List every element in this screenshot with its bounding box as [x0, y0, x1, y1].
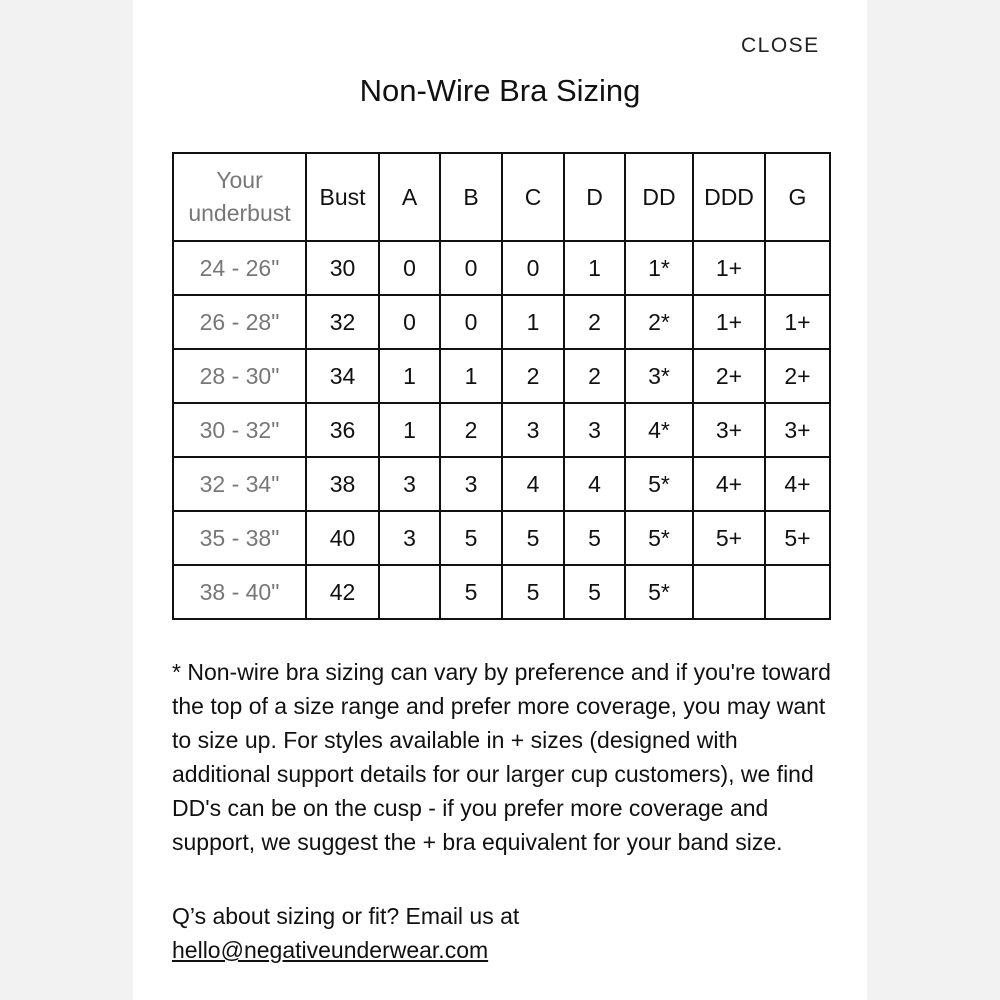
size-cell: 5 — [502, 565, 564, 619]
size-cell: 3 — [379, 511, 440, 565]
size-cell: 1 — [564, 241, 625, 295]
size-cell: 1 — [440, 349, 502, 403]
size-cell — [765, 565, 830, 619]
underbust-cell: 32 - 34" — [173, 457, 306, 511]
size-cell: 4 — [564, 457, 625, 511]
underbust-cell: 38 - 40" — [173, 565, 306, 619]
bust-cell: 40 — [306, 511, 379, 565]
size-cell: 5* — [625, 457, 693, 511]
size-cell: 2* — [625, 295, 693, 349]
header-cup-dd: DD — [625, 153, 693, 241]
bust-cell: 32 — [306, 295, 379, 349]
size-cell: 1+ — [765, 295, 830, 349]
table-row — [173, 295, 830, 349]
header-cup-g: G — [765, 153, 830, 241]
size-cell: 2+ — [693, 349, 765, 403]
size-cell: 2+ — [765, 349, 830, 403]
size-cell: 1+ — [693, 241, 765, 295]
size-cell: 5 — [502, 511, 564, 565]
size-cell: 4* — [625, 403, 693, 457]
bust-cell: 38 — [306, 457, 379, 511]
table-row — [173, 511, 830, 565]
size-cell: 2 — [502, 349, 564, 403]
table-row — [173, 403, 830, 457]
size-cell: 1 — [379, 403, 440, 457]
header-cup-c: C — [502, 153, 564, 241]
size-cell: 0 — [379, 241, 440, 295]
bust-cell: 36 — [306, 403, 379, 457]
underbust-cell: 30 - 32" — [173, 403, 306, 457]
size-cell: 0 — [440, 241, 502, 295]
close-button[interactable]: CLOSE — [741, 34, 820, 57]
size-cell: 1+ — [693, 295, 765, 349]
underbust-cell: 35 - 38" — [173, 511, 306, 565]
size-cell: 4 — [502, 457, 564, 511]
size-cell: 5 — [440, 511, 502, 565]
size-cell: 3* — [625, 349, 693, 403]
size-cell: 4+ — [765, 457, 830, 511]
size-cell: 0 — [440, 295, 502, 349]
size-cell: 5+ — [693, 511, 765, 565]
sizing-note: * Non-wire bra sizing can vary by preference and if you're toward the top of a size range and prefer more coverage, you may want to size up. For styles available in + sizes (designed with additional support details for our larger cup customers), we find DD's can be on the cusp - if you prefer more coverage and support, we suggest the + bra equivalent for your band size. — [172, 659, 831, 855]
size-cell: 5 — [564, 565, 625, 619]
header-bust: Bust — [306, 153, 379, 241]
bust-cell: 30 — [306, 241, 379, 295]
header-underbust-line2: underbust — [188, 200, 291, 226]
size-cell: 5* — [625, 565, 693, 619]
table-row — [173, 349, 830, 403]
size-cell: 2 — [564, 295, 625, 349]
underbust-cell: 26 - 28" — [173, 295, 306, 349]
size-cell: 3+ — [765, 403, 830, 457]
size-cell: 4+ — [693, 457, 765, 511]
size-cell — [765, 241, 830, 295]
table-row — [173, 457, 830, 511]
header-cup-a: A — [379, 153, 440, 241]
page-title: Non-Wire Bra Sizing — [359, 73, 641, 108]
size-cell: 3 — [502, 403, 564, 457]
contact-text — [172, 899, 842, 967]
underbust-cell: 24 - 26" — [173, 241, 306, 295]
header-underbust-line1: Your — [216, 167, 263, 193]
table-row — [173, 565, 830, 619]
size-cell: 3 — [379, 457, 440, 511]
header-cup-ddd: DDD — [693, 153, 765, 241]
header-cup-d: D — [564, 153, 625, 241]
size-cell: 2 — [440, 403, 502, 457]
size-cell: 1 — [379, 349, 440, 403]
size-cell: 5 — [440, 565, 502, 619]
size-cell: 5 — [564, 511, 625, 565]
size-chart-table — [172, 152, 831, 620]
header-underbust — [173, 153, 306, 241]
table-row — [173, 241, 830, 295]
size-cell: 3 — [440, 457, 502, 511]
size-cell — [693, 565, 765, 619]
contact-prompt: Q’s about sizing or fit? Email us at — [172, 903, 520, 929]
bust-cell: 34 — [306, 349, 379, 403]
header-cup-b: B — [440, 153, 502, 241]
size-cell: 0 — [502, 241, 564, 295]
size-cell: 1* — [625, 241, 693, 295]
email-link[interactable]: hello@negativeunderwear.com — [172, 937, 489, 963]
size-cell: 2 — [564, 349, 625, 403]
size-cell: 0 — [379, 295, 440, 349]
bust-cell: 42 — [306, 565, 379, 619]
size-cell: 1 — [502, 295, 564, 349]
size-cell: 5* — [625, 511, 693, 565]
size-cell: 3 — [564, 403, 625, 457]
size-cell: 5+ — [765, 511, 830, 565]
table-header-row — [173, 153, 830, 241]
underbust-cell: 28 - 30" — [173, 349, 306, 403]
size-cell: 3+ — [693, 403, 765, 457]
size-cell — [379, 565, 440, 619]
